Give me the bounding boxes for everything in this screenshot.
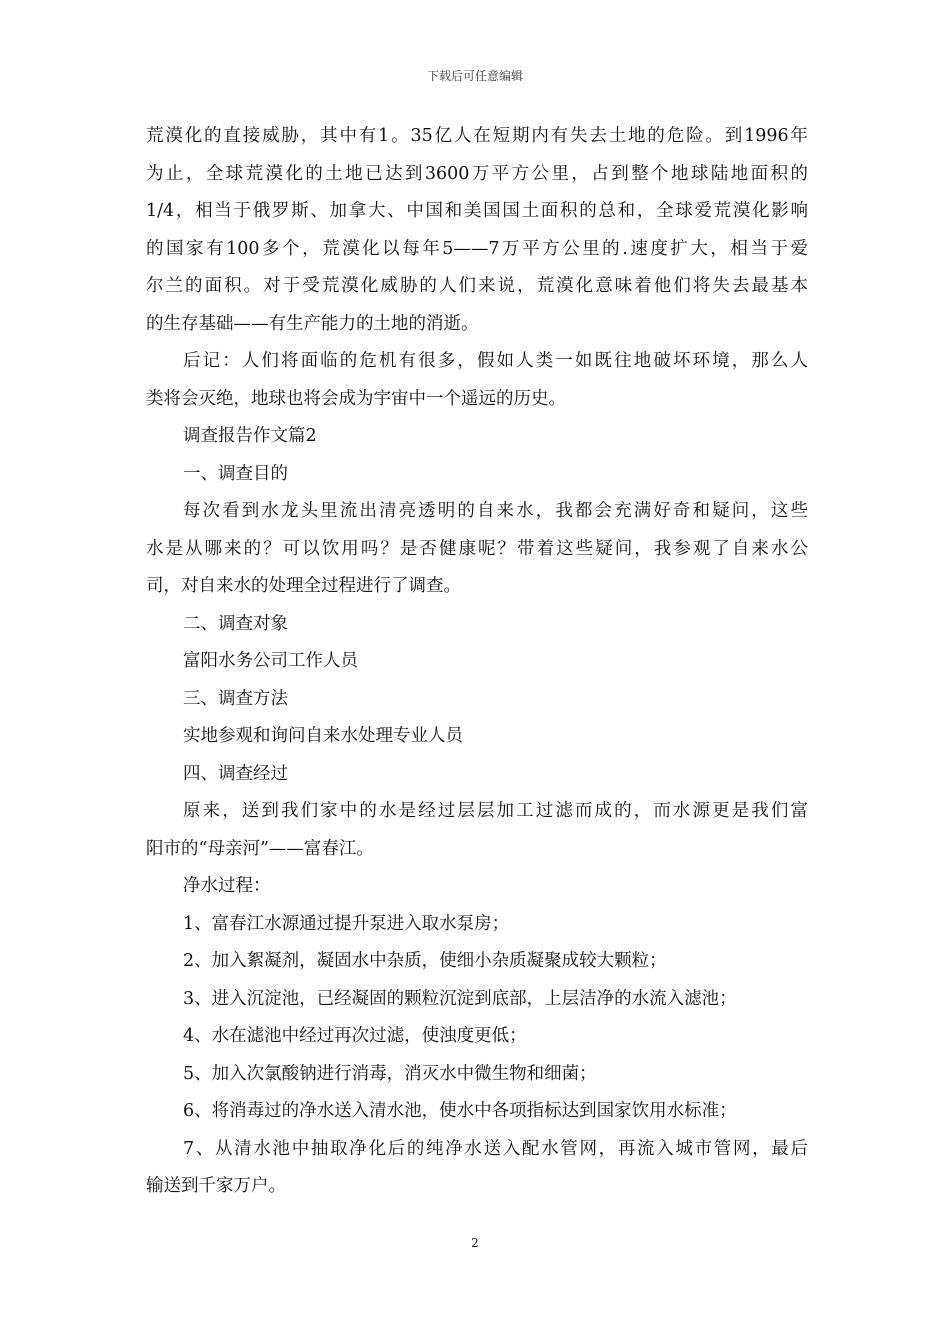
text-line: 为止，全球荒漠化的土地已达到3600万平方公里，占到整个地球陆地面积的 xyxy=(146,163,808,184)
text-line: 4、水在滤池中经过再次过滤，使浊度更低； xyxy=(183,1026,527,1046)
text-line: 的生存基础——有生产能力的土地的消逝。 xyxy=(146,313,479,334)
page-header: 下载后可任意编辑 xyxy=(426,69,523,83)
text-line: 原来，送到我们家中的水是经过层层加工过滤而成的，而水源更是我们富 xyxy=(183,801,808,821)
page-number: 2 xyxy=(471,1236,479,1250)
text-line: 司，对自来水的处理全过程进行了调查。 xyxy=(146,576,461,596)
text-line: 荒漠化的直接威胁，其中有1。35亿人在短期内有失去土地的危险。到1996年 xyxy=(146,126,808,146)
text-line: 二、调查对象 xyxy=(183,613,288,634)
text-line: 水是从哪来的？可以饮用吗？是否健康呢？带着这些疑问，我参观了自来水公 xyxy=(146,538,808,559)
text-line: 1、富春江水源通过提升泵进入取水泵房； xyxy=(183,913,510,934)
text-line: 阳市的“母亲河”——富春江。 xyxy=(146,838,374,859)
text-line: 调查报告作文篇2 xyxy=(183,426,317,446)
text-line: 净水过程： xyxy=(183,876,271,896)
text-line: 富阳水务公司工作人员 xyxy=(183,651,358,671)
text-line: 的国家有100多个，荒漠化以每年5——7万平方公里的.速度扩大，相当于爱 xyxy=(146,238,808,259)
text-line: 2、加入絮凝剂，凝固水中杂质，使细小杂质凝聚成较大颗粒； xyxy=(183,951,667,971)
document-body xyxy=(146,118,808,1206)
text-line: 3、进入沉淀池，已经凝固的颗粒沉淀到底部，上层洁净的水流入滤池； xyxy=(183,988,737,1009)
text-line: 5、加入次氯酸钠进行消毒，消灭水中微生物和细菌； xyxy=(183,1063,597,1084)
text-line: 每次看到水龙头里流出清亮透明的自来水，我都会充满好奇和疑问，这些 xyxy=(183,501,808,521)
text-line: 7、从清水池中抽取净化后的纯净水送入配水管网，再流入城市管网，最后 xyxy=(183,1138,808,1159)
text-line: 尔兰的面积。对于受荒漠化威胁的人们来说，荒漠化意味着他们将失去最基本 xyxy=(146,276,808,296)
text-line: 一、调查目的 xyxy=(183,463,288,484)
text-line: 实地参观和询问自来水处理专业人员 xyxy=(183,726,463,746)
text-line: 类将会灭绝，地球也将会成为宇宙中一个遥远的历史。 xyxy=(146,388,566,409)
text-line: 四、调查经过 xyxy=(183,763,288,784)
text-line: 三、调查方法 xyxy=(183,688,288,709)
text-line: 输送到千家万户。 xyxy=(146,1176,286,1196)
text-line: 6、将消毒过的净水送入清水池，使水中各项指标达到国家饮用水标准； xyxy=(183,1101,737,1121)
text-line: 后记：人们将面临的危机有很多，假如人类一如既往地破坏环境，那么人 xyxy=(183,351,808,371)
text-line: 1/4，相当于俄罗斯、加拿大、中国和美国国土面积的总和，全球爱荒漠化影响 xyxy=(146,201,808,221)
